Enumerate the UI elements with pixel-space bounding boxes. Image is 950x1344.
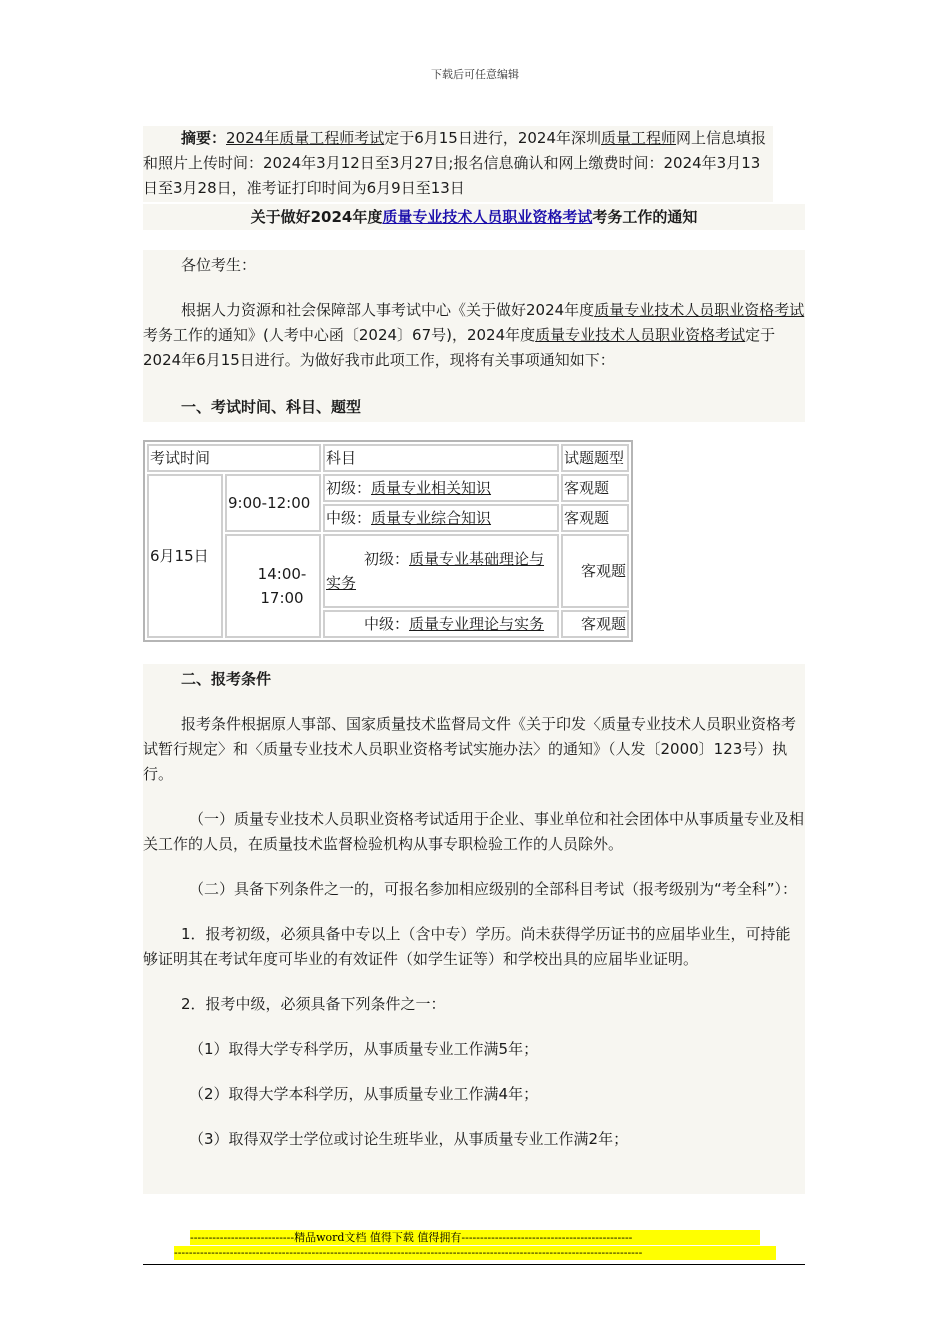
para-item-1: （1）取得大学专科学历，从事质量专业工作满5年； <box>189 1040 539 1058</box>
summary-label: 摘要： <box>181 129 227 147</box>
intro-link-1[interactable]: 质量专业技术人员职业资格考试 <box>594 301 805 319</box>
header-type: 试题题型 <box>561 444 629 472</box>
para-middle: 2．报考中级，必须具备下列条件之一： <box>181 995 446 1013</box>
cell-type: 客观题 <box>561 504 629 532</box>
intro-text-1: 根据人力资源和社会保障部人事考试中心《关于做好2024年度 <box>181 301 595 319</box>
subject-level: 中级： <box>364 615 410 633</box>
footer-line-2: ------------------------------------------------------------------------------------------------------------------------------ <box>174 1246 776 1260</box>
cell-subject <box>323 504 559 532</box>
cell-type <box>561 534 629 608</box>
para-scope: （一）质量专业技术人员职业资格考试适用于企业、事业单位和社会团体中从事质量专业及相关工作的人员，在质量技术监督检验机构从事专职检验工作的人员除外。 <box>143 810 805 853</box>
section1-title: 一、考试时间、科目、题型 <box>181 398 362 416</box>
header-note: 下载后可任意编辑 <box>431 68 519 81</box>
body-block-2 <box>143 664 805 1194</box>
footer-line-1: ----------------------------精品word文档 值得下载 值得拥有---------------------------------------------- <box>190 1230 760 1245</box>
notice-title-pre: 关于做好2024年度 <box>250 208 383 226</box>
para-item-3: （3）取得双学士学位或讨论生班毕业，从事质量专业工作满2年； <box>189 1130 629 1148</box>
summary-text <box>143 126 773 201</box>
exam-table-wrapper <box>143 440 633 642</box>
body-block-1 <box>143 250 805 422</box>
para-item-2: （2）取得大学本科学历，从事质量专业工作满4年； <box>189 1085 539 1103</box>
para-conditions: （二）具备下列条件之一的，可报名参加相应级别的全部科目考试（报考级别为“考全科”）： <box>189 880 798 898</box>
notice-title-link[interactable]: 质量专业技术人员职业资格考试 <box>382 208 593 226</box>
subject-level: 初级： <box>364 550 410 568</box>
cell-morning: 9:00-12:00 <box>225 474 321 532</box>
summary-link-exam[interactable]: 2024年质量工程师考试 <box>226 129 385 147</box>
subject-level: 初级： <box>326 479 372 497</box>
intro-paragraph <box>143 298 805 373</box>
notice-title-bar <box>143 204 805 230</box>
summary-text-2: 网上信息填报和照片上传时间：2024年3月12日至3月27日;报名信息确认和网上缴费时间：2024年3月13日至3月28日，准考证打印时间为6月9日至13日 <box>143 129 767 197</box>
subject-link[interactable]: 质量专业综合知识 <box>371 509 492 527</box>
cell-type <box>561 610 629 638</box>
table-header-row <box>147 444 629 472</box>
type-text: 客观题 <box>580 562 626 580</box>
table-row <box>147 474 629 502</box>
notice-title-post: 考务工作的通知 <box>592 208 698 226</box>
notice-title <box>143 204 805 230</box>
summary-text-1: 定于6月15日进行，2024年深圳 <box>384 129 602 147</box>
intro-text-2: 考务工作的通知》(人考中心函〔2024〕67号)，2024年度 <box>143 326 536 344</box>
para-basis: 报考条件根据原人事部、国家质量技术监督局文件《关于印发〈质量专业技术人员职业资格考试暂行规定〉和〈质量专业技术人员职业资格考试实施办法〉的通知》（人发〔2000〕123号）执行。 <box>143 715 797 783</box>
cell-date: 6月15日 <box>147 474 223 638</box>
afternoon-text: 14:00-17:00 <box>257 565 307 607</box>
cell-type: 客观题 <box>561 474 629 502</box>
cell-subject <box>323 474 559 502</box>
para-junior: 1．报考初级，必须具备中专以上（含中专）学历。尚未获得学历证书的应届毕业生，可持能够证明其在考试年度可毕业的有效证件（如学生证等）和学校出具的应届毕业证明。 <box>143 925 791 968</box>
intro-text-3: 定于2024年6月15日进行。为做好我市此项工作，现将有关事项通知如下： <box>143 326 776 369</box>
header-time: 考试时间 <box>147 444 321 472</box>
cell-afternoon <box>225 534 321 638</box>
section2-title: 二、报考条件 <box>181 670 272 688</box>
exam-table <box>143 440 633 642</box>
intro-link-2[interactable]: 质量专业技术人员职业资格考试 <box>535 326 746 344</box>
greeting: 各位考生： <box>181 256 257 274</box>
header-subject: 科目 <box>323 444 559 472</box>
cell-subject <box>323 610 559 638</box>
summary-link-engineer[interactable]: 质量工程师 <box>601 129 677 147</box>
type-text: 客观题 <box>580 615 626 633</box>
subject-link[interactable]: 质量专业基础理论与实务 <box>326 550 545 592</box>
cell-subject <box>323 534 559 608</box>
footer-rule <box>143 1264 805 1265</box>
subject-link[interactable]: 质量专业理论与实务 <box>409 615 545 633</box>
subject-level: 中级： <box>326 509 372 527</box>
subject-link[interactable]: 质量专业相关知识 <box>371 479 492 497</box>
summary-block <box>143 126 773 202</box>
